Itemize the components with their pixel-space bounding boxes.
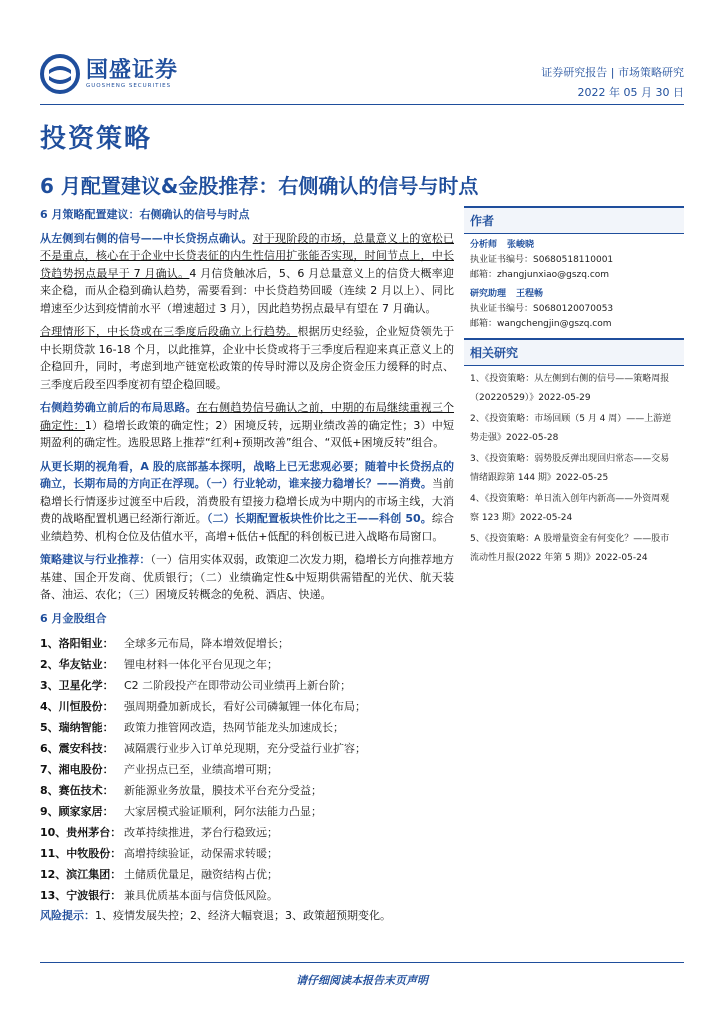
footer-divider: [40, 962, 684, 963]
footer-disclaimer: 请仔细阅读本报告末页声明: [296, 974, 428, 987]
p4-bold-1: （一）行业轮动，谁来接力稳增长？——消费。: [205, 477, 432, 490]
p4-bold-2: （二）长期配置板块性价比之王——科创 50。: [206, 512, 432, 525]
section-title: 投资策略: [40, 124, 153, 154]
p1-text: 4 月信贷触冰后，5、6 月总量意义上的信贷大概率迎来企稳，而从企稳到确认趋势，需要看到：中长贷趋势回暖（连续 2 月以上）、同比增速至少达到疫情前水平（增速超过 3 月），因此趋势拐点最早有望在 7 月确认。: [40, 266, 454, 315]
p4-mid: 当前稳增长行情逐步过渡至中后段，消费股有望接力稳增长成为中期内的市场主线，大消费的战略配置机遇已经渐行渐近。: [40, 477, 455, 525]
stock-desc: 土储质优量足，融资结构占优；: [124, 868, 278, 881]
risk-label: 风险提示：: [40, 909, 95, 922]
risk-text: 1、疫情发展失控；2、经济大幅衰退；3、政策超预期变化。: [95, 909, 391, 922]
related-item[interactable]: 2、《投资策略：市场回顾（5 月 4 周）——上游逆势走强》2022-05-28: [470, 414, 672, 443]
paragraph-4: [40, 458, 454, 546]
stock-name: 9、顾家家居：: [40, 805, 114, 818]
stocks-heading: 6 月金股组合: [40, 611, 107, 625]
stock-desc: C2 二阶段投产在即带动公司业绩再上新台阶；: [124, 679, 352, 692]
related-heading: 相关研究: [464, 338, 684, 366]
related-item[interactable]: 5、《投资策略：A 股增量资金有何变化？——股市流动性月报(2022 年第 5 期)》2022-05-24: [470, 534, 670, 563]
stock-name: 8、赛伍技术：: [40, 784, 114, 797]
p1-underlined: 对于现阶段的市场，总量意义上的宽松已不是重点，核心在于企业中长贷表征的内生性信用扩张能否实现，时间节点上，中长贷趋势拐点最早于 7 月确认。: [40, 231, 455, 280]
strategy-subheading: 6 月策略配置建议：右侧确认的信号与时点: [40, 208, 250, 221]
related-item[interactable]: 1、《投资策略：从左侧到右侧的信号——策略周报（20220529）》2022-05-29: [470, 374, 670, 403]
list-item: [40, 675, 454, 696]
authors-heading: 作者: [464, 206, 684, 234]
risk-warning: [40, 906, 454, 926]
stock-name: 6、震安科技：: [40, 742, 114, 755]
assistant-role: 研究助理: [470, 289, 507, 299]
stock-name: 11、中牧股份：: [40, 847, 122, 860]
p5-highlight: 策略建议与行业推荐：: [40, 553, 151, 566]
company-logo: [40, 54, 178, 94]
list-item: [40, 822, 454, 843]
stock-desc: 产业拐点已至，业绩高增可期；: [124, 763, 278, 776]
p3-highlight: 右侧趋势确立前后的布局思路。: [40, 401, 197, 414]
list-item: [40, 759, 454, 780]
p1-highlight: 从左侧到右侧的信号——中长贷拐点确认。: [40, 231, 253, 245]
related-list: [464, 366, 684, 574]
analyst-name: 张峻晓: [507, 240, 535, 250]
list-item: [40, 717, 454, 738]
analyst-email[interactable]: 邮箱：zhangjunxiao@gszq.com: [470, 270, 610, 280]
report-type: 证券研究报告 | 市场策略研究: [541, 66, 684, 79]
p3-text: 1）稳增长政策的确定性；2）困境反转，远期业绩改善的确定性；3）中短期盈利的确定性。选股思路上推荐“红利+预期改善”组合、“双低+困境反转”组合。: [40, 418, 455, 449]
p4-text: 综合业绩趋势、机构仓位及估值水平，高增+低估+低配的科创板已进入战略布局窗口。: [40, 512, 455, 543]
main-content: [40, 206, 454, 926]
stock-desc: 兼具优质基本面与信贷低风险。: [124, 889, 278, 902]
list-item: [40, 696, 454, 717]
assistant-cert: 执业证书编号：S0680120070053: [470, 304, 614, 314]
paragraph-2: [40, 323, 454, 393]
list-item: [40, 633, 454, 654]
list-item: [40, 843, 454, 864]
assistant-email[interactable]: 邮箱：wangchengjin@gszq.com: [470, 319, 612, 329]
stock-name: 1、洛阳钼业：: [40, 637, 114, 650]
paragraph-3: [40, 399, 454, 452]
p4-highlight: 从更长期的视角看，A 股的底部基本探明，战略上已无悲观必要；随着中长贷拐点的确立，长期布局的方向正在浮现。: [40, 459, 454, 490]
paragraph-1: [40, 230, 454, 318]
assistant-block: [464, 283, 684, 332]
analyst-role: 分析师: [470, 240, 498, 250]
stock-desc: 政策力推管网改造，热网节能龙头加速成长；: [124, 721, 344, 734]
analyst-block: [464, 234, 684, 283]
list-item: [40, 654, 454, 675]
sidebar: [464, 206, 684, 574]
report-date: 2022 年 05 月 30 日: [577, 86, 684, 99]
stock-desc: 新能源业务放量，膜技术平台充分受益；: [124, 784, 322, 797]
main-title: 6 月配置建议&金股推荐：右侧确认的信号与时点: [40, 174, 479, 198]
p3-underlined: 在右侧趋势信号确认之前，中期的布局继续重视三个确定性：: [40, 401, 455, 432]
stock-desc: 强周期叠加新成长，看好公司磷氟锂一体化布局；: [124, 700, 366, 713]
stock-desc: 高增持续验证，动保需求转暖；: [124, 847, 278, 860]
stock-name: 12、滨江集团：: [40, 868, 122, 881]
list-item: [40, 780, 454, 801]
stock-list: [40, 633, 454, 906]
stock-name: 10、贵州茅台：: [40, 826, 122, 839]
stock-name: 13、宁波银行：: [40, 889, 122, 902]
stock-name: 5、瑞纳智能：: [40, 721, 114, 734]
stock-name: 3、卫星化学：: [40, 679, 114, 692]
p2-underlined: 合理情形下，中长贷或在三季度后段确立上行趋势。: [40, 325, 298, 338]
stock-name: 2、华友钴业：: [40, 658, 114, 671]
list-item: [40, 864, 454, 885]
stock-desc: 锂电材料一体化平台见现之年；: [124, 658, 278, 671]
stock-desc: 改革持续推进，茅台行稳致远；: [124, 826, 278, 839]
list-item: [40, 801, 454, 822]
p5-text: （一）信用实体双弱，政策迎二次发力期，稳增长方向推荐地方基建、国企开发商、优质银行；（二）业绩确定性&中短期供需错配的光伏、航天装备、油运、农化；（三）困境反转概念的免税、酒店、快递。: [40, 553, 454, 601]
header-divider: [40, 104, 684, 105]
report-header: [40, 54, 684, 102]
p2-text: 根据历史经验，企业短贷领先于中长期贷款 16-18 个月，以此推算，企业中长贷或将于三季度后程迎来真正意义上的企稳回升，同时，考虑到地产链宽松政策的传导时滞以及房企资金压力缓释的时点、三季度后段至四季度初有望企稳回暖。: [40, 325, 455, 391]
related-item[interactable]: 3、《投资策略：弱势股反弹出现回归常态——交易情绪跟踪第 144 期》2022-05-25: [470, 454, 670, 483]
guosheng-logo-icon: [40, 54, 80, 94]
stock-desc: 全球多元布局，降本增效促增长；: [124, 637, 289, 650]
analyst-cert: 执业证书编号：S0680518110001: [470, 255, 614, 265]
stock-desc: 减隔震行业步入订单兑现期，充分受益行业扩容；: [124, 742, 366, 755]
stock-desc: 大家居模式验证顺利，阿尔法能力凸显；: [124, 805, 322, 818]
logo-cn-text: 国盛证券: [86, 58, 179, 83]
logo-en-text: GUOSHENG SECURITIES: [86, 83, 172, 89]
assistant-name: 王程畅: [516, 289, 544, 299]
related-item[interactable]: 4、《投资策略：单日流入创年内新高——外资周观察 123 期》2022-05-24: [470, 494, 670, 523]
list-item: [40, 885, 454, 906]
list-item: [40, 738, 454, 759]
paragraph-5: [40, 551, 454, 604]
stock-name: 7、湘电股份：: [40, 763, 114, 776]
stock-name: 4、川恒股份：: [40, 700, 114, 713]
